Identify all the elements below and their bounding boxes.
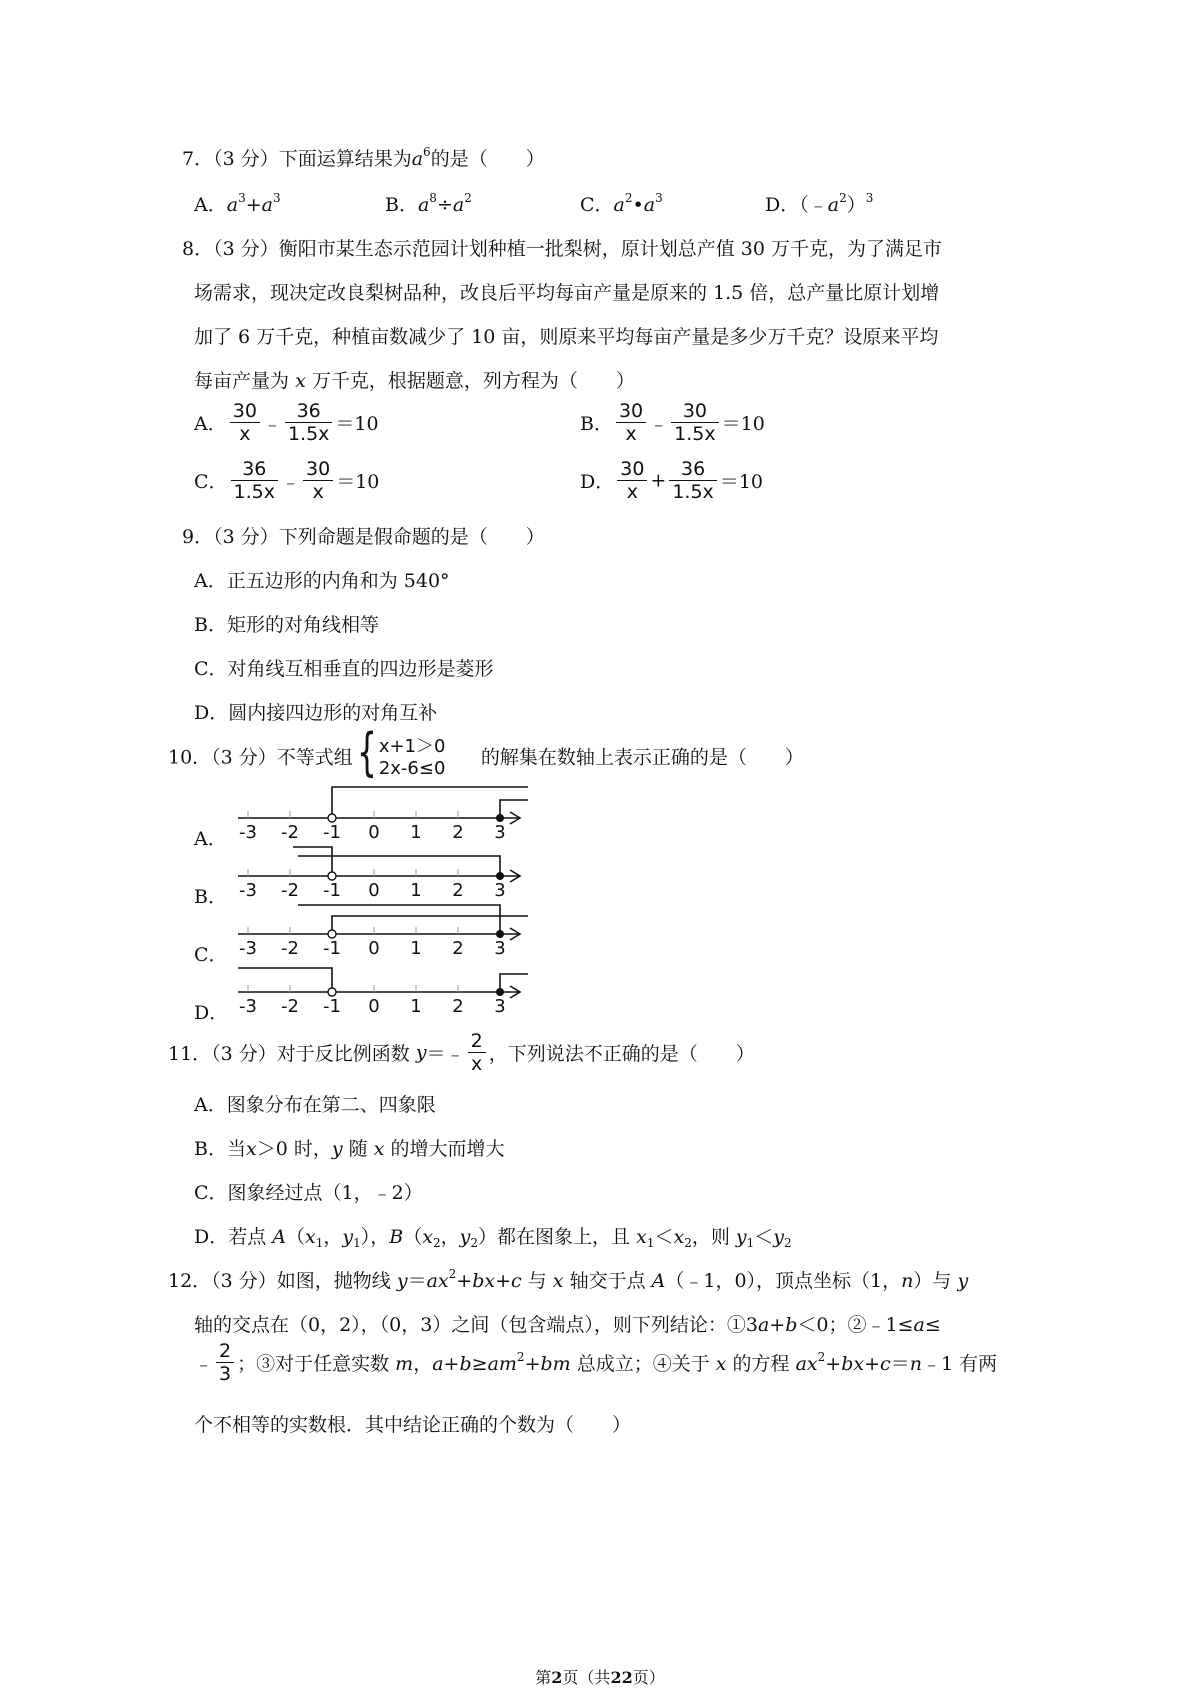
tick-label: 1 (410, 996, 422, 1017)
q9-option-b: B．矩形的对角线相等 (194, 614, 379, 636)
q9-option-d: D．圆内接四边形的对角互补 (194, 702, 438, 724)
q8-line-4: 每亩产量为 x 万千克，根据题意，列方程为（ ） (194, 370, 635, 392)
q11-option-b: B．当x＞0 时，y 随 x 的增大而增大 (194, 1138, 505, 1160)
q7-option-d: D．$(﹣a^2)^3$ (765, 191, 874, 216)
q7-option-a: A．$a^3+a^3$ (194, 191, 281, 216)
tick-label: 1 (410, 938, 422, 959)
tick-label: -2 (281, 880, 299, 901)
tick-label: -3 (239, 996, 257, 1017)
q12-line-1: 12．（3 分）如图，抛物线 $y=ax^2+bx+c$ 与 x 轴交于点 A（﹣1，0），顶点坐标（1，n）与 y (168, 1267, 969, 1292)
q7-option-b: B．$a^8\div a^2$ (385, 191, 472, 216)
q9-stem: 9．（3 分）下列命题是假命题的是（ ） (182, 526, 545, 548)
q10-stem: 10．（3 分）不等式组 { x+1＞0 2x-6≤0 的解集在数轴上表示正确的是（ ） (168, 723, 804, 783)
q10-option-d-label: D． (194, 1002, 229, 1024)
q11-option-c: C．图象经过点（1，﹣2） (194, 1182, 423, 1204)
q8-option-b: B． $\frac{30}{x}$ ﹣ $\frac{30}{1.5x}$ ＝10 (580, 400, 765, 445)
q7-option-c: C．$a^2•a^3$ (580, 191, 663, 216)
q8-line-1: 8．（3 分）衡阳市某生态示范园计划种植一批梨树，原计划总产值 30 万千克，为了满足市 (182, 238, 942, 260)
q11-stem: 11．（3 分）对于反比例函数 y＝﹣ $\frac{2}{x}$ ，下列说法不正确的是（ ） (168, 1030, 755, 1075)
tick-label: -2 (281, 996, 299, 1017)
tick-label: -1 (323, 822, 341, 843)
q8-line-3: 加了 6 万千克，种植亩数减少了 10 亩，则原来平均每亩产量是多少万千克？设原来平均 (194, 326, 939, 348)
tick-label: 0 (368, 880, 380, 901)
q9-option-c: C．对角线互相垂直的四边形是菱形 (194, 658, 494, 680)
tick-label: -2 (281, 822, 299, 843)
tick-label: 3 (494, 996, 506, 1017)
q8-option-d: D． $\frac{30}{x}$ + $\frac{36}{1.5x}$ ＝10 (580, 458, 763, 503)
q9-option-a: A．正五边形的内角和为 540° (194, 570, 450, 592)
q11-option-d: D．若点 $A(x_1$，$y_1$），$B(x_2$，$y_2$）都在图象上，且 $x_1<x_2$，则 $y_1<y_2$ (194, 1226, 792, 1250)
tick-label: -1 (323, 880, 341, 901)
q10-option-a-label: A． (194, 828, 227, 850)
tick-label: 1 (410, 880, 422, 901)
q8-option-a: A． $\frac{30}{x}$ ﹣ $\frac{36}{1.5x}$ ＝10 (194, 400, 379, 445)
question-7-stem: 7．（3 分）下面运算结果为$a^6$的是（ ） (182, 145, 545, 170)
tick-label: -1 (323, 996, 341, 1017)
q12-line-3: ﹣ $\frac{2}{3}$ ；③对于任意实数 m，$a+b\ge am^2+bm$ 总成立；④关于 x 的方程 $ax^2+bx+c=n﹣1$ 有两 (194, 1340, 998, 1385)
tick-label: 2 (452, 996, 464, 1017)
tick-label: 0 (368, 938, 380, 959)
tick-label: 0 (368, 996, 380, 1017)
tick-label: 3 (494, 880, 506, 901)
tick-label: 1 (410, 822, 422, 843)
q12-line-2: 轴的交点在（0，2），（0，3）之间（包含端点），则下列结论：①3a+b＜0；②﹣1≤a≤ (194, 1314, 941, 1336)
q8-option-c: C． $\frac{36}{1.5x}$ ﹣ $\frac{30}{x}$ ＝10 (194, 458, 380, 503)
tick-label: 3 (494, 938, 506, 959)
tick-label: 3 (494, 822, 506, 843)
tick-label: -3 (239, 938, 257, 959)
q11-option-a: A．图象分布在第二、四象限 (194, 1094, 436, 1116)
q10-option-c-label: C． (194, 944, 228, 966)
q12-line-4: 个不相等的实数根．其中结论正确的个数为（ ） (194, 1414, 632, 1436)
tick-label: 0 (368, 822, 380, 843)
page-footer: 第2页（共22页） (535, 1668, 665, 1687)
tick-label: 2 (452, 880, 464, 901)
inequality-system: { x+1＞0 2x-6≤0 (356, 723, 446, 783)
tick-label: -2 (281, 938, 299, 959)
q10-option-b-label: B． (194, 886, 227, 908)
tick-label: -3 (239, 822, 257, 843)
tick-label: -1 (323, 938, 341, 959)
q8-line-2: 场需求，现决定改良梨树品种，改良后平均每亩产量是原来的 1.5 倍，总产量比原计划增 (194, 282, 940, 304)
tick-label: -3 (239, 880, 257, 901)
tick-label: 2 (452, 938, 464, 959)
tick-label: 2 (452, 822, 464, 843)
